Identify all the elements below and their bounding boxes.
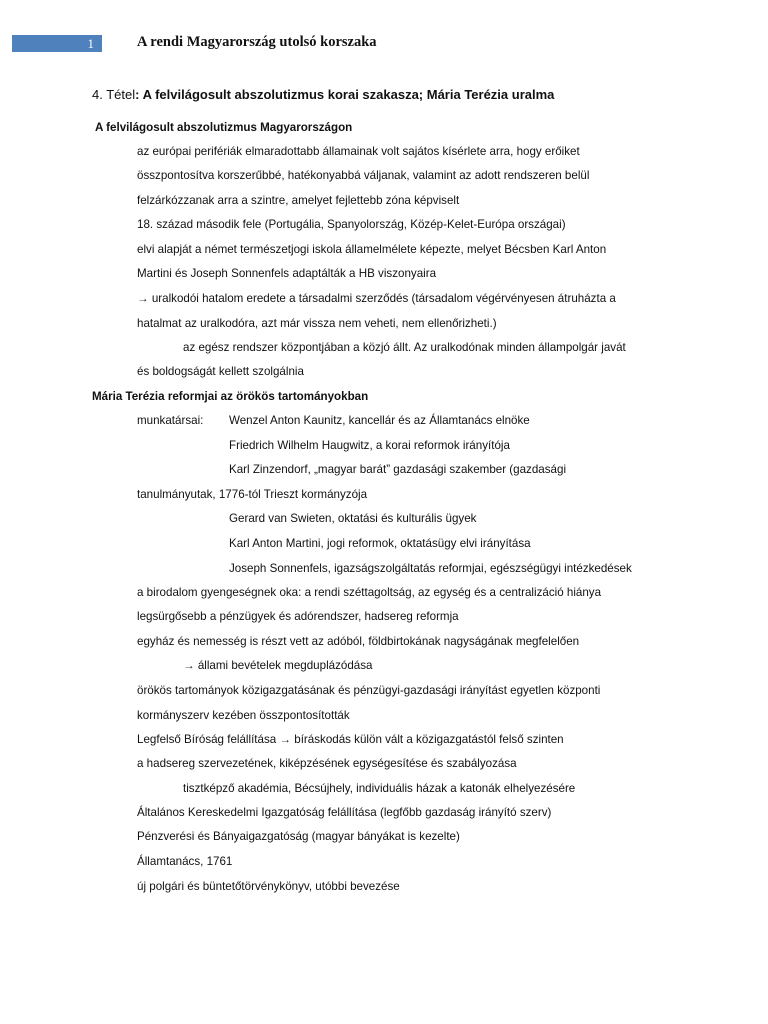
- text-line: új polgári és büntetőtörvénykönyv, utóbbi bevezése: [137, 880, 400, 893]
- text-line: Karl Anton Martini, jogi reformok, oktatásügy elvi irányítása: [229, 537, 531, 550]
- heading-prefix: 4. Tétel: [92, 87, 136, 102]
- text-line: elvi alapját a német természetjogi iskola államelmélete képezte, melyet Bécsben Karl Anton: [137, 243, 607, 256]
- text-line: összpontosítva korszerűbbé, hatékonyabbá váljanak, valamint az adott rendszeren belül: [137, 169, 590, 182]
- text-line: felzárkózzanak arra a szintre, amelyet fejlettebb zóna képviselt: [137, 194, 460, 207]
- collaborators-label: munkatársai:: [137, 414, 204, 427]
- text-line: Pénzverési és Bányaigazgatóság (magyar bányákat is kezelte): [137, 830, 460, 843]
- text-line: tisztképző akadémia, Bécsújhely, individuális házak a katonák elhelyezésére: [183, 782, 576, 795]
- section-title: Mária Terézia reformjai az örökös tartományokban: [92, 390, 369, 403]
- text-line: legsürgősebb a pénzügyek és adórendszer, hadsereg reformja: [137, 610, 459, 623]
- text-line: a birodalom gyengeségnek oka: a rendi széttagoltság, az egység és a centralizáció hiánya: [137, 586, 602, 599]
- text-line: → uralkodói hatalom eredete a társadalmi szerződés (társadalom végérvényesen átruházta a: [137, 292, 616, 305]
- text-line: tanulmányutak, 1776-tól Trieszt kormányzója: [137, 488, 368, 501]
- text-line: az egész rendszer központjában a közjó állt. Az uralkodónak minden állampolgár javát: [183, 341, 626, 354]
- text-line: örökös tartományok közigazgatásának és pénzügyi-gazdasági irányítást egyetlen központi: [137, 684, 601, 697]
- text-line: Legfelső Bíróság felállítása → bíráskodás külön vált a közigazgatástól felső szinten: [137, 733, 564, 746]
- text-line: egyház és nemesség is részt vett az adóból, földbirtokának nagyságának megfelelően: [137, 635, 580, 648]
- text-line: Wenzel Anton Kaunitz, kancellár és az Államtanács elnöke: [229, 414, 530, 427]
- section-title: A felvilágosult abszolutizmus Magyarországon: [95, 121, 353, 134]
- text-line: Joseph Sonnenfels, igazságszolgáltatás reformjai, egészségügyi intézkedések: [229, 562, 632, 575]
- text-line: a hadsereg szervezetének, kiképzésének egységesítése és szabályozása: [137, 757, 517, 770]
- text-line: az európai perifériák elmaradottabb államainak volt sajátos kísérlete arra, hogy erőiket: [137, 145, 580, 158]
- text-line: Gerard van Swieten, oktatási és kulturális ügyek: [229, 512, 477, 525]
- text-line: Karl Zinzendorf, „magyar barát” gazdasági szakember (gazdasági: [229, 463, 567, 476]
- page-number: 1: [87, 36, 94, 51]
- heading-title: : A felvilágosult abszolutizmus korai szakasza; Mária Terézia uralma: [135, 87, 555, 102]
- page-number-bar: [12, 35, 102, 52]
- text-line: Államtanács, 1761: [137, 855, 233, 868]
- text-line: hatalmat az uralkodóra, azt már vissza nem veheti, nem ellenőrizheti.): [137, 317, 497, 330]
- text-line: Általános Kereskedelmi Igazgatóság felállítása (legfőbb gazdaság irányító szerv): [137, 806, 552, 819]
- running-title: A rendi Magyarország utolsó korszaka: [137, 34, 377, 50]
- text-line: → állami bevételek megduplázódása: [183, 659, 373, 672]
- text-line: és boldogságát kellett szolgálnia: [137, 365, 304, 378]
- text-line: 18. század második fele (Portugália, Spanyolország, Közép-Kelet-Európa országai): [137, 218, 566, 231]
- text-line: Friedrich Wilhelm Haugwitz, a korai reformok irányítója: [229, 439, 510, 452]
- text-line: Martini és Joseph Sonnenfels adaptálták a HB viszonyaira: [137, 267, 437, 280]
- text-line: kormányszerv kezében összpontosították: [137, 709, 350, 722]
- chapter-heading: [92, 87, 554, 102]
